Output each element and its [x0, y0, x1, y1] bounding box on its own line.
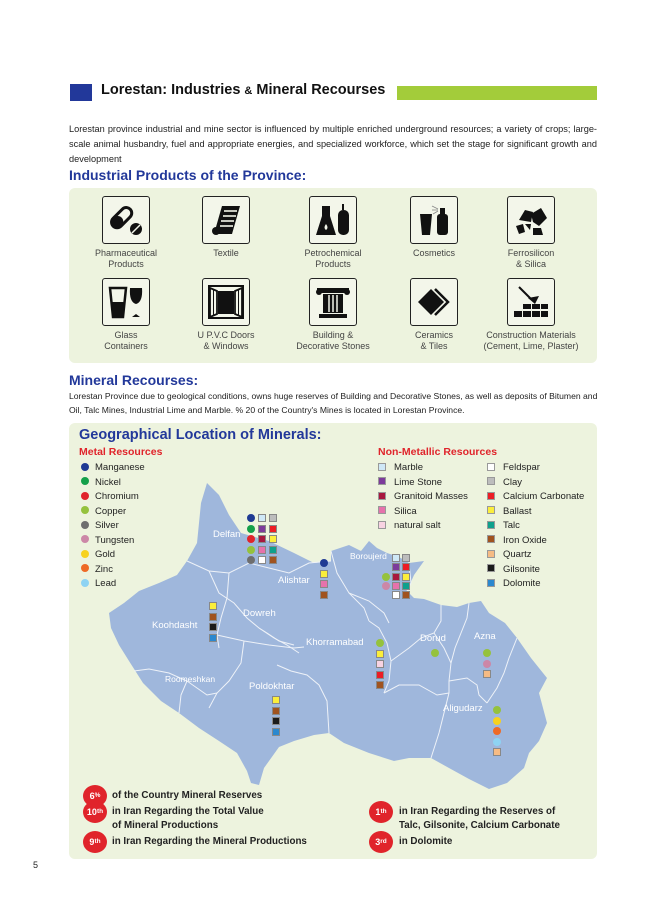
legend-dot-icon: [81, 535, 89, 543]
badge-number: 10: [86, 807, 97, 817]
stat-text: [399, 835, 452, 849]
legend-dot-icon: [81, 550, 89, 558]
nonmetal-legend-item: [378, 505, 417, 519]
product-cosmetics: [384, 196, 484, 259]
product-label-2: & Silica: [515, 259, 546, 269]
legend-label: Gold: [95, 549, 116, 560]
region-poldokhtar: Poldokhtar: [249, 681, 295, 692]
stat-text: [112, 805, 264, 833]
marker-granitoid-masses: [258, 535, 266, 543]
stat-line: in Iran Regarding the Total Value: [112, 806, 264, 817]
marker-quartz: [493, 748, 501, 756]
region-koohdasht: Koohdasht: [152, 620, 198, 631]
legend-square-icon: [378, 477, 386, 485]
badge-suffix: th: [94, 838, 101, 845]
nonmetal-legend-item: [378, 461, 423, 475]
marker-talc: [402, 582, 410, 590]
mineral-heading: Mineral Recourses:: [69, 372, 199, 388]
legend-square-icon: [487, 477, 495, 485]
nonmetal-legend-item: [487, 534, 547, 548]
marker-lime-stone: [258, 525, 266, 533]
badge-suffix: th: [380, 808, 387, 815]
metal-legend-item: [81, 505, 126, 519]
rank-badge: [83, 831, 107, 853]
stat-line-2: of Mineral Productions: [112, 820, 219, 831]
geo-minerals-panel: [69, 423, 597, 859]
legend-label: Dolomite: [503, 578, 541, 589]
legend-dot-icon: [81, 492, 89, 500]
nonmetal-legend-heading: Non-Metallic Resources: [378, 446, 498, 458]
legend-label: Gilsonite: [503, 563, 540, 575]
marker-copper: [431, 649, 439, 657]
nonmetal-legend-item: [487, 505, 532, 519]
header-blue-block: [70, 84, 92, 101]
region-khorramabad: Khorramabad: [306, 637, 364, 648]
marker-clay: [402, 554, 410, 562]
marker-lead: [493, 738, 501, 746]
marker-silica: [392, 582, 400, 590]
legend-label: Quartz: [503, 549, 532, 560]
legend-label: Silver: [95, 520, 119, 531]
legend-label: Lead: [95, 578, 117, 589]
stat-line: in Dolomite: [399, 836, 453, 847]
marker-manganese: [320, 559, 328, 567]
product-label-2: & Tiles: [420, 341, 448, 351]
metal-legend-item: [81, 577, 116, 591]
nonmetal-legend-item: [378, 490, 468, 504]
legend-label: Talc: [503, 520, 520, 531]
marker-ballast: [376, 650, 384, 658]
textile-roll-icon: [202, 196, 250, 244]
metal-legend-item: [81, 563, 113, 577]
intro-paragraph: Lorestan province industrial and mine sector is influenced by multiple enriched underground resources; a variety of crops; large-scale animal husbandry, fuel and appropriate energies, and specialized workforce, which set the stage for significant growth and development: [69, 124, 597, 164]
marker-marble: [392, 554, 400, 562]
nonmetal-legend-item: [487, 577, 541, 591]
marker-calcium-carbonate: [402, 563, 410, 571]
product-glass: [76, 278, 176, 352]
legend-label: Tungsten: [95, 534, 135, 546]
region-azna: Azna: [474, 631, 496, 642]
region-boroujerd: Boroujerd: [350, 551, 387, 561]
product-petrochemical: [283, 196, 383, 270]
product-pharmaceutical: [76, 196, 176, 270]
geo-heading: Geographical Location of Minerals:: [79, 427, 322, 443]
legend-square-icon: [487, 521, 495, 529]
marker-iron-oxide: [376, 681, 384, 689]
title-amp: &: [244, 85, 253, 97]
cosmetics-spray-icon: [410, 196, 458, 244]
product-label-2: Products: [108, 259, 144, 269]
metal-legend-item: [81, 461, 145, 475]
title-part1: Lorestan: Industries: [101, 82, 241, 98]
metal-legend-item: [81, 476, 121, 490]
marker-zinc: [493, 727, 501, 735]
stat-line: in Iran Regarding the Mineral Productions: [112, 836, 307, 847]
marker-marble: [258, 514, 266, 522]
badge-suffix: th: [96, 808, 104, 815]
legend-dot-icon: [81, 521, 89, 529]
marker-gilsonite: [272, 717, 280, 725]
marker-copper: [247, 546, 255, 554]
marker-lime-stone: [392, 563, 400, 571]
marker-gold: [493, 717, 501, 725]
nonmetal-legend-item: [487, 563, 540, 577]
marker-clay: [269, 514, 277, 522]
marker-ballast: [209, 602, 217, 610]
badge-number: 1: [375, 807, 381, 817]
page-title: [101, 82, 385, 98]
industrial-heading: Industrial Products of the Province:: [69, 167, 307, 183]
marker-silica: [320, 580, 328, 588]
legend-square-icon: [487, 535, 495, 543]
legend-label: Clay: [503, 476, 523, 488]
pill-icon: [102, 196, 150, 244]
product-label: Building &: [312, 330, 354, 340]
header-green-bar: [397, 86, 597, 100]
product-label: U P.V.C Doors: [197, 330, 255, 340]
legend-label: natural salt: [394, 520, 441, 531]
marker-tungsten: [382, 582, 390, 590]
glass-icon: [102, 278, 150, 326]
nonmetal-legend-item: [378, 519, 440, 533]
badge-suffix: %: [94, 792, 101, 799]
nonmetal-legend-item: [487, 476, 522, 490]
nonmetal-legend-item: [487, 461, 540, 475]
product-label: Construction Materials: [486, 330, 576, 340]
metal-legend-heading: Metal Resources: [79, 446, 163, 458]
marker-chromium: [247, 535, 255, 543]
product-ferrosilicon: [481, 196, 581, 270]
product-label: Cosmetics: [412, 248, 455, 258]
legend-square-icon: [378, 521, 386, 529]
nonmetal-legend-item: [378, 476, 442, 490]
rank-badge: [369, 831, 393, 853]
rocks-icon: [507, 196, 555, 244]
marker-iron-oxide: [402, 591, 410, 599]
product-label: Ceramics: [414, 330, 453, 340]
mineral-paragraph: Lorestan Province due to geological conditions, owns huge reserves of Building and Decorative Stones, as well as deposits of Bitumen and Oil, Talc Mines, Industrial Lime and Marble. % 20 of the Country's Mines is located in Lorestan Province.: [69, 391, 598, 415]
stat-line-2: Talc, Gilsonite, Calcium Carbonate: [399, 820, 560, 831]
marker-copper: [382, 573, 390, 581]
stat-line: in Iran Regarding the Reserves of: [399, 806, 556, 817]
marker-copper: [483, 649, 491, 657]
marker-ballast: [272, 696, 280, 704]
marker-iron-oxide: [269, 556, 277, 564]
nonmetal-legend-item: [487, 519, 520, 533]
marker-feldspar: [392, 591, 400, 599]
marker-ballast: [269, 535, 277, 543]
legend-square-icon: [487, 564, 495, 572]
marker-iron-oxide: [272, 707, 280, 715]
flask-refinery-icon: [309, 196, 357, 244]
legend-square-icon: [378, 463, 386, 471]
product-label-2: Products: [315, 259, 351, 269]
marker-granitoid-masses: [392, 573, 400, 581]
marker-iron-oxide: [320, 591, 328, 599]
marker-nickel: [247, 525, 255, 533]
marker-manganese: [247, 514, 255, 522]
legend-label: Copper: [95, 505, 127, 517]
legend-label: Iron Oxide: [503, 534, 547, 546]
product-label: Ferrosilicon: [507, 248, 555, 258]
product-ceramics: [384, 278, 484, 352]
industrial-products-panel: [69, 188, 597, 363]
stat-text: [112, 789, 262, 803]
rank-badge: [83, 801, 107, 823]
metal-legend-item: [81, 534, 134, 548]
legend-label: Calcium Carbonate: [503, 491, 585, 502]
legend-dot-icon: [81, 463, 89, 471]
legend-label: Nickel: [95, 476, 121, 488]
legend-label: Ballast: [503, 505, 532, 517]
legend-square-icon: [378, 506, 386, 514]
product-upvc: [176, 278, 276, 352]
tiles-icon: [410, 278, 458, 326]
product-label-2: (Cement, Lime, Plaster): [483, 341, 579, 351]
legend-dot-icon: [81, 564, 89, 572]
legend-label: Silica: [394, 505, 417, 517]
product-textile: [176, 196, 276, 259]
page-number: 5: [33, 860, 39, 870]
badge-suffix: rd: [380, 838, 387, 845]
title-part2: Mineral Recourses: [256, 82, 386, 98]
legend-square-icon: [378, 492, 386, 500]
legend-square-icon: [487, 550, 495, 558]
product-label: Textile: [213, 248, 239, 258]
page-header: [70, 84, 597, 101]
marker-natural-salt: [376, 660, 384, 668]
legend-square-icon: [487, 463, 495, 471]
legend-label: Lime Stone: [394, 476, 443, 488]
product-label: Petrochemical: [304, 248, 362, 258]
marker-iron-oxide: [209, 613, 217, 621]
region-roomeshkan: Roomeshkan: [165, 674, 216, 684]
legend-label: Granitoid Masses: [394, 491, 468, 502]
product-label-2: & Windows: [203, 341, 249, 351]
nonmetal-legend-item: [487, 548, 532, 562]
marker-ballast: [320, 570, 328, 578]
marker-copper: [493, 706, 501, 714]
region-dorud: Dorud: [420, 633, 446, 644]
region-alishtar: Alishtar: [278, 575, 310, 586]
product-label-2: Containers: [104, 341, 148, 351]
legend-square-icon: [487, 492, 495, 500]
marker-dolomite: [209, 634, 217, 642]
marker-tungsten: [483, 660, 491, 668]
marker-silica: [258, 546, 266, 554]
product-label: Glass: [114, 330, 138, 340]
marker-talc: [269, 546, 277, 554]
marker-gilsonite: [209, 623, 217, 631]
rank-badge: [369, 801, 393, 823]
legend-square-icon: [487, 579, 495, 587]
marker-copper: [376, 639, 384, 647]
marker-feldspar: [258, 556, 266, 564]
product-label-2: Decorative Stones: [296, 341, 370, 351]
region-aligudarz: Aligudarz: [443, 703, 483, 714]
legend-label: Feldspar: [503, 462, 540, 473]
legend-label: Zinc: [95, 563, 113, 575]
stat-text: [399, 805, 560, 833]
product-construction: [481, 278, 581, 352]
marker-ballast: [402, 573, 410, 581]
column-icon: [309, 278, 357, 326]
legend-label: Chromium: [95, 491, 139, 502]
legend-dot-icon: [81, 477, 89, 485]
legend-dot-icon: [81, 506, 89, 514]
nonmetal-legend-item: [487, 490, 584, 504]
legend-label: Manganese: [95, 462, 145, 473]
metal-legend-item: [81, 490, 139, 504]
region-dowreh: Dowreh: [243, 608, 276, 619]
bricks-trowel-icon: [507, 278, 555, 326]
metal-legend-item: [81, 548, 115, 562]
legend-dot-icon: [81, 579, 89, 587]
badge-number: 6: [89, 791, 95, 801]
marker-quartz: [483, 670, 491, 678]
product-building-stones: [283, 278, 383, 352]
marker-dolomite: [272, 728, 280, 736]
region-delfan: Delfan: [213, 529, 241, 540]
window-icon: [202, 278, 250, 326]
marker-calcium-carbonate: [269, 525, 277, 533]
stat-text: [112, 835, 307, 849]
legend-label: Marble: [394, 462, 424, 473]
badge-number: 9: [89, 837, 95, 847]
marker-silver: [247, 556, 255, 564]
product-label: Pharmaceutical: [94, 248, 158, 258]
metal-legend-item: [81, 519, 119, 533]
badge-number: 3: [375, 837, 381, 847]
legend-square-icon: [487, 506, 495, 514]
marker-calcium-carbonate: [376, 671, 384, 679]
stat-line: of the Country Mineral Reserves: [112, 790, 263, 801]
